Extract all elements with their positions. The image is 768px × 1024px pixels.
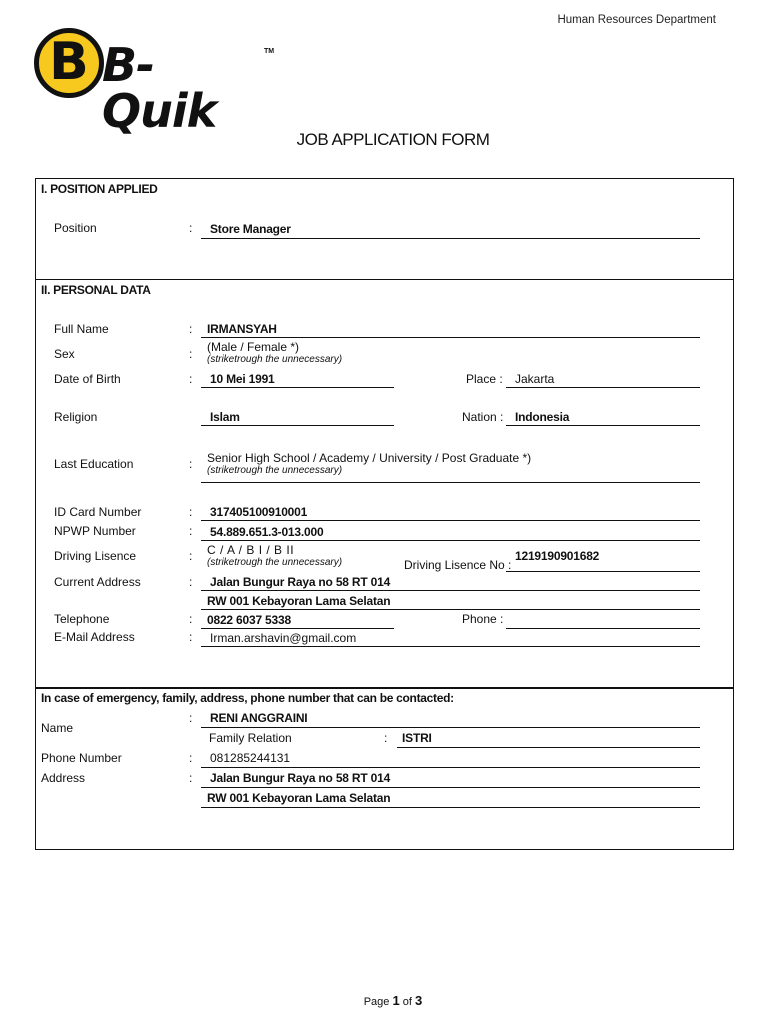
colon: : xyxy=(189,630,193,644)
id-card-underline xyxy=(201,520,700,521)
npwp-value[interactable]: 54.889.651.3-013.000 xyxy=(210,525,324,539)
dob-value[interactable]: 10 Mei 1991 xyxy=(210,372,275,386)
emergency-phone-label: Phone Number xyxy=(41,751,122,765)
relation-underline xyxy=(397,747,700,748)
section-title-position: I. POSITION APPLIED xyxy=(41,182,158,196)
colon: : xyxy=(189,457,193,471)
nation-value[interactable]: Indonesia xyxy=(515,410,570,424)
driving-note: (striketrough the unnecessary) xyxy=(207,557,343,568)
full-name-value[interactable]: IRMANSYAH xyxy=(207,322,277,336)
education-options[interactable]: Senior High School / Academy / University / Post Graduate *) xyxy=(207,451,532,465)
emergency-address-line1[interactable]: Jalan Bungur Raya no 58 RT 014 xyxy=(210,771,391,785)
nation-label: Nation : xyxy=(462,410,504,424)
driving-no-value[interactable]: 1219190901682 xyxy=(515,549,600,563)
colon: : xyxy=(189,711,193,725)
email-underline xyxy=(201,646,700,647)
education-label: Last Education xyxy=(54,457,134,471)
emergency-title: In case of emergency, family, address, phone number that can be contacted: xyxy=(41,691,454,705)
education-note: (striketrough the unnecessary) xyxy=(207,465,343,476)
colon: : xyxy=(189,505,193,519)
colon: : xyxy=(189,221,193,235)
emergency-address-line2[interactable]: RW 001 Kebayoran Lama Selatan xyxy=(207,791,391,805)
family-relation-label: Family Relation xyxy=(209,731,292,745)
address-line1-underline xyxy=(201,590,700,591)
nation-underline xyxy=(506,425,700,426)
driving-options[interactable]: C / A / B I / B II xyxy=(207,543,295,557)
logo-circle xyxy=(34,28,104,98)
sex-options[interactable]: (Male / Female *) xyxy=(207,340,300,354)
current-address-line1[interactable]: Jalan Bungur Raya no 58 RT 014 xyxy=(210,575,391,589)
colon: : xyxy=(189,575,193,589)
logo-mark: B xyxy=(49,32,89,92)
logo-text: B-Quik xyxy=(102,38,217,138)
religion-value[interactable]: Islam xyxy=(210,410,240,424)
emergency-address-line2-underline xyxy=(201,807,700,808)
page-current: 1 xyxy=(392,993,400,1008)
colon: : xyxy=(189,322,193,336)
emergency-name-label: Name xyxy=(41,721,74,735)
logo-trademark: TM xyxy=(264,48,275,55)
position-label: Position xyxy=(54,221,97,235)
current-address-label: Current Address xyxy=(54,575,141,589)
colon: : xyxy=(189,549,193,563)
npwp-underline xyxy=(201,540,700,541)
emergency-phone-underline xyxy=(201,767,700,768)
page-footer xyxy=(0,993,768,1008)
place-underline xyxy=(506,387,700,388)
telephone-label: Telephone xyxy=(54,612,110,626)
department-label: Human Resources Department xyxy=(557,14,716,26)
id-card-label: ID Card Number xyxy=(54,505,142,519)
phone-label: Phone : xyxy=(462,612,504,626)
colon: : xyxy=(189,771,193,785)
dob-label: Date of Birth xyxy=(54,372,121,386)
phone-underline xyxy=(506,628,700,629)
colon: : xyxy=(189,751,193,765)
full-name-label: Full Name xyxy=(54,322,109,336)
family-relation-value[interactable]: ISTRI xyxy=(402,731,432,745)
position-value[interactable]: Store Manager xyxy=(210,222,291,236)
religion-label: Religion xyxy=(54,410,98,424)
current-address-line2[interactable]: RW 001 Kebayoran Lama Selatan xyxy=(207,594,391,608)
of-word: of xyxy=(402,996,412,1008)
driving-no-underline xyxy=(506,571,700,572)
emergency-address-line1-underline xyxy=(201,787,700,788)
emergency-phone-value[interactable]: 081285244131 xyxy=(210,751,291,765)
page-word: Page xyxy=(363,996,390,1008)
id-card-value[interactable]: 317405100910001 xyxy=(210,505,308,519)
sex-note: (striketrough the unnecessary) xyxy=(207,354,343,365)
address-line2-underline xyxy=(201,609,700,610)
position-underline xyxy=(201,238,700,239)
emergency-name-underline xyxy=(201,727,700,728)
section-title-personal: II. PERSONAL DATA xyxy=(41,283,151,297)
telephone-value[interactable]: 0822 6037 5338 xyxy=(207,613,291,627)
colon: : xyxy=(189,612,193,626)
full-name-underline xyxy=(201,337,700,338)
colon: : xyxy=(189,372,193,386)
place-label: Place : xyxy=(466,372,503,386)
email-value[interactable]: Irman.arshavin@gmail.com xyxy=(210,631,357,645)
driving-label: Driving Lisence xyxy=(54,549,137,563)
telephone-underline xyxy=(201,628,394,629)
page-total: 3 xyxy=(415,993,423,1008)
section-emergency-contact xyxy=(35,687,734,850)
colon: : xyxy=(189,347,193,361)
religion-underline xyxy=(201,425,394,426)
emergency-name-value[interactable]: RENI ANGGRAINI xyxy=(210,711,308,725)
dob-underline xyxy=(201,387,394,388)
npwp-label: NPWP Number xyxy=(54,524,136,538)
form-title: JOB APPLICATION FORM xyxy=(296,130,490,149)
place-value[interactable]: Jakarta xyxy=(515,372,555,386)
email-label: E-Mail Address xyxy=(54,630,135,644)
sex-label: Sex xyxy=(54,347,75,361)
colon: : xyxy=(189,524,193,538)
emergency-address-label: Address xyxy=(41,771,86,785)
education-underline xyxy=(201,482,700,483)
driving-no-label: Driving Lisence No : xyxy=(404,558,512,572)
colon: : xyxy=(384,731,388,745)
